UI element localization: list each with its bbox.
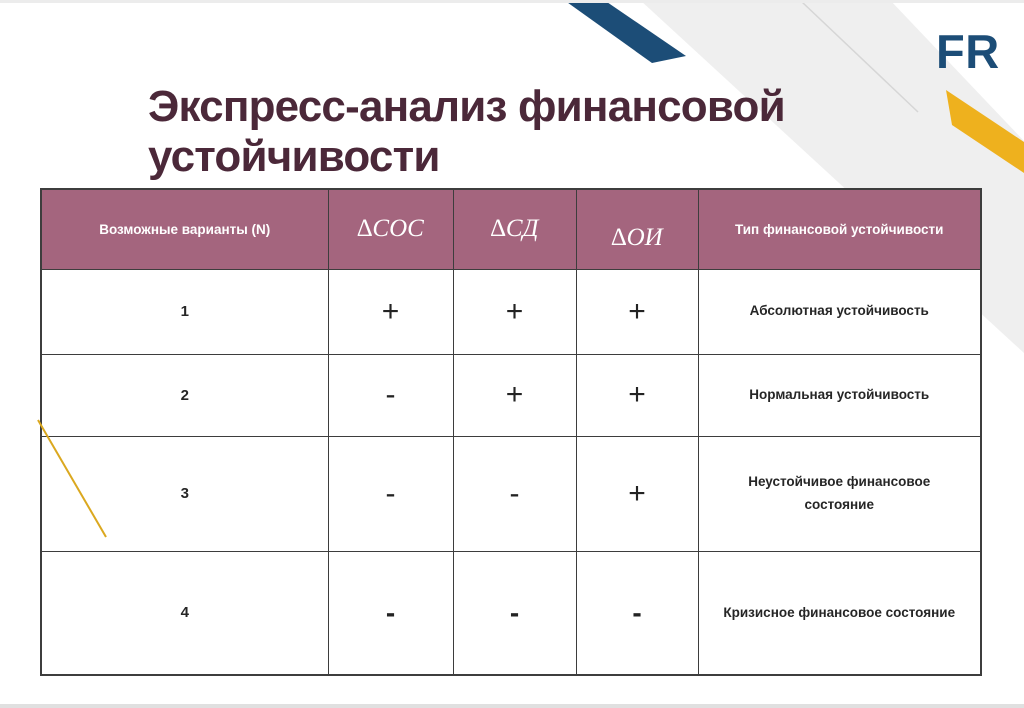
- header-cell-type: Тип финансовой устойчивости: [698, 189, 981, 269]
- header-cell-delta-sos: ∆СОС: [328, 189, 453, 269]
- cell-variant-n: 3: [41, 436, 328, 551]
- cell-variant-n: 2: [41, 354, 328, 436]
- title-line-2: устойчивости: [148, 132, 440, 181]
- header-cell-delta-oi: ∆ОИ: [576, 189, 698, 269]
- cell-dsd-sign: -: [453, 436, 576, 551]
- cell-dsd-sign: +: [453, 269, 576, 354]
- table-row-3: [41, 436, 981, 551]
- slide-title: [148, 82, 785, 182]
- cell-stability-type: Неустойчивое финансовое состояние: [698, 436, 981, 551]
- cell-doi-sign: +: [576, 436, 698, 551]
- cell-dsoc-sign: -: [328, 551, 453, 675]
- title-line-1: Экспресс-анализ финансовой: [148, 82, 785, 131]
- cell-dsd-sign: -: [453, 551, 576, 675]
- header-cell-variants: Возможные варианты (N): [41, 189, 328, 269]
- cell-stability-type: Абсолютная устойчивость: [698, 269, 981, 354]
- table-header-row: [41, 189, 981, 269]
- slide-bottom-edge: [0, 704, 1024, 708]
- cell-dsd-sign: +: [453, 354, 576, 436]
- cell-variant-n: 1: [41, 269, 328, 354]
- table-row-1: [41, 269, 981, 354]
- cell-doi-sign: +: [576, 354, 698, 436]
- cell-doi-sign: +: [576, 269, 698, 354]
- header-cell-delta-sd: ∆СД: [453, 189, 576, 269]
- cell-variant-n: 4: [41, 551, 328, 675]
- cell-stability-type: Кризисное финансовое состояние: [698, 551, 981, 675]
- cell-dsoc-sign: +: [328, 269, 453, 354]
- slide-top-edge: [0, 0, 1024, 3]
- cell-dsoc-sign: -: [328, 436, 453, 551]
- stability-table: [40, 188, 982, 676]
- fr-logo: FR: [936, 25, 1000, 78]
- table-row-4: [41, 551, 981, 675]
- table-row-2: [41, 354, 981, 436]
- cell-doi-sign: -: [576, 551, 698, 675]
- cell-stability-type: Нормальная устойчивость: [698, 354, 981, 436]
- cell-dsoc-sign: -: [328, 354, 453, 436]
